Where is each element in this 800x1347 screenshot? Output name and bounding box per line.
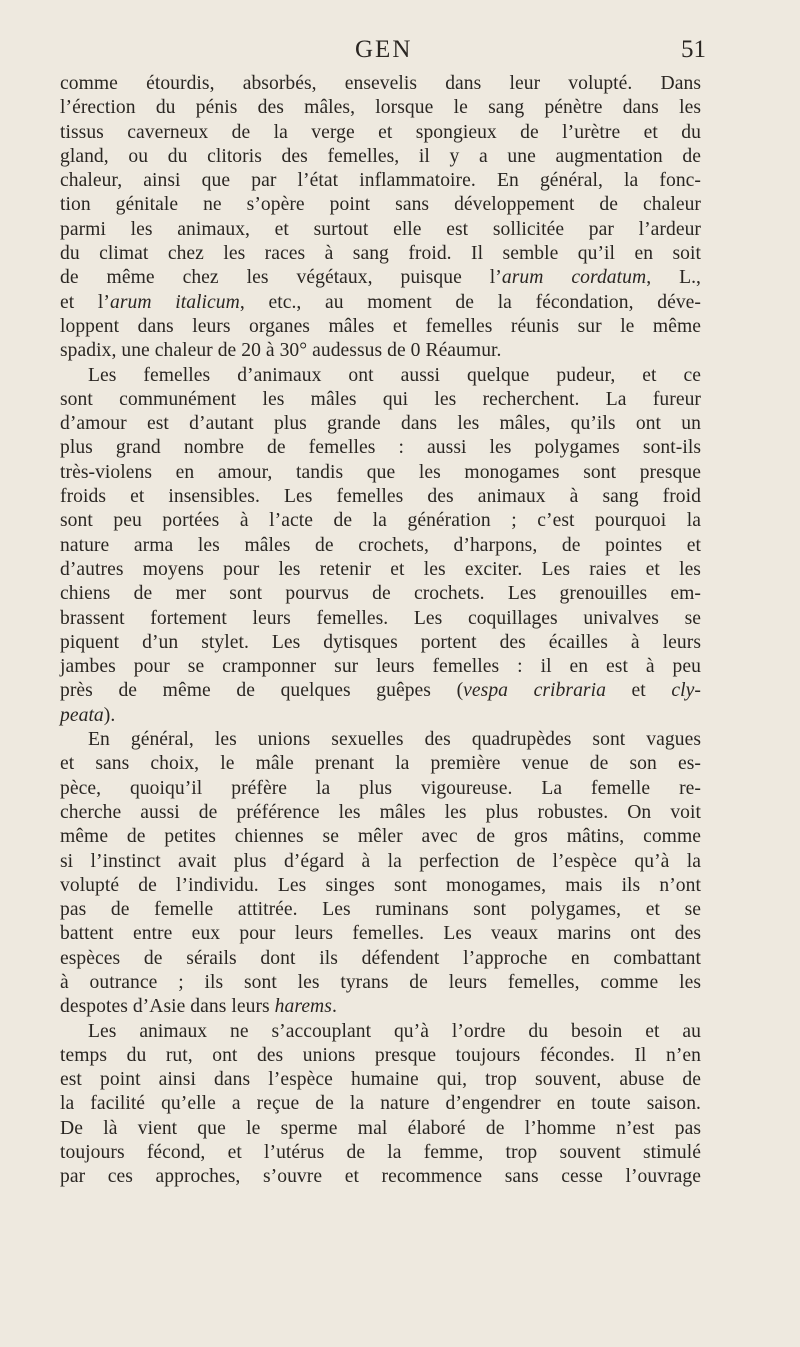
- text-line: [60, 388, 701, 412]
- text-segment: parmi les animaux, et surtout elle est sollicitée par l’ardeur: [60, 218, 701, 240]
- italic-text: arum italicum: [109, 291, 240, 313]
- text-line: [60, 752, 701, 776]
- text-line: [60, 1044, 701, 1068]
- text-segment: brassent fortement leurs femelles. Les coquillages univalves se: [60, 607, 701, 629]
- text-line: [60, 558, 701, 582]
- text-segment: d’autres moyens pour les retenir et les exciter. Les raies et les: [60, 558, 701, 580]
- text-line: [60, 582, 701, 606]
- text-line: [60, 898, 701, 922]
- text-segment: .: [331, 996, 337, 1018]
- text-line: [60, 145, 701, 169]
- paragraph: [60, 364, 701, 728]
- text-line: [60, 1117, 701, 1141]
- text-segment: Les femelles d’animaux ont aussi quelque pudeur, et ce: [88, 364, 701, 386]
- text-line: [60, 315, 701, 339]
- text-line: [60, 874, 701, 898]
- text-segment: spadix, une chaleur de 20 à 30° audessus de 0 Réaumur.: [60, 340, 502, 362]
- paragraph: [60, 728, 701, 1020]
- text-line: [60, 461, 701, 485]
- paragraph: [60, 72, 701, 364]
- paragraph: [60, 1020, 701, 1190]
- text-line: [60, 850, 701, 874]
- text-line: [60, 1092, 701, 1116]
- text-segment: , L.,: [646, 267, 702, 289]
- running-header: [60, 36, 710, 68]
- text-segment: volupté de l’individu. Les singes sont monogames, mais ils n’ont: [60, 874, 701, 896]
- text-segment: despotes d’Asie dans leurs: [60, 996, 275, 1018]
- page-number: 51: [681, 36, 706, 63]
- text-segment: sont peu portées à l’acte de la génération ; c’est pourquoi la: [60, 510, 701, 532]
- text-line: [60, 218, 701, 242]
- text-line: [60, 607, 701, 631]
- text-segment: l’érection du pénis des mâles, lorsque le sang pénètre dans les: [60, 97, 701, 119]
- text-line: [60, 631, 701, 655]
- text-segment: Les animaux ne s’accouplant qu’à l’ordre du besoin et au: [88, 1020, 701, 1042]
- text-line: [60, 534, 701, 558]
- text-segment: et sans choix, le mâle prenant la première venue de son es-: [60, 753, 701, 775]
- text-line: [60, 995, 701, 1019]
- text-line: [60, 364, 701, 388]
- text-line: [60, 242, 701, 266]
- text-line: [60, 1020, 701, 1044]
- text-line: [60, 509, 701, 533]
- text-segment: De là vient que le sperme mal élaboré de l’homme n’est pas: [60, 1117, 701, 1139]
- text-segment: froids et insensibles. Les femelles des animaux à sang froid: [60, 486, 701, 508]
- text-segment: ).: [103, 704, 116, 726]
- text-line: [60, 121, 701, 145]
- text-segment: loppent dans leurs organes mâles et femelles réunis sur le même: [60, 315, 701, 337]
- italic-text: vespa cribraria: [463, 680, 606, 702]
- text-segment: tion génitale ne s’opère point sans développement de chaleur: [60, 194, 701, 216]
- text-segment: comme étourdis, absorbés, ensevelis dans leur volupté. Dans: [60, 73, 701, 94]
- text-segment: espèces de sérails dont ils défendent l’approche en combattant: [60, 947, 701, 969]
- text-line: [60, 728, 701, 752]
- text-line: [60, 947, 701, 971]
- text-line: [60, 1141, 701, 1165]
- running-title: GEN: [355, 36, 413, 63]
- text-line: [60, 655, 701, 679]
- text-segment: jambes pour se cramponner sur leurs femelles : il en est à peu: [60, 656, 701, 678]
- body-text: [60, 72, 701, 1190]
- text-line: [60, 96, 701, 120]
- text-line: [60, 777, 701, 801]
- text-segment: la facilité qu’elle a reçue de la nature d’engendrer en toute saison.: [60, 1093, 701, 1115]
- text-line: [60, 1068, 701, 1092]
- text-line: [60, 825, 701, 849]
- text-line: [60, 679, 701, 703]
- italic-text: peata: [60, 704, 104, 726]
- text-segment: près de même de quelques guêpes (: [60, 680, 464, 702]
- text-segment: à outrance ; ils sont les tyrans de leurs femelles, comme les: [60, 971, 701, 993]
- text-line: [60, 971, 701, 995]
- text-segment: battent entre eux pour leurs femelles. Les veaux marins ont des: [60, 923, 701, 945]
- text-line: [60, 193, 701, 217]
- text-segment: , etc., au moment de la fécondation, déve-: [239, 291, 701, 313]
- text-segment: tissus caverneux de la verge et spongieux de l’urètre et du: [60, 121, 701, 143]
- text-line: [60, 485, 701, 509]
- text-segment: si l’instinct avait plus d’égard à la perfection de l’espèce qu’à la: [60, 850, 701, 872]
- text-segment: pas de femelle attitrée. Les ruminans sont polygames, et se: [60, 899, 701, 921]
- text-segment: cherche aussi de préférence les mâles les plus robustes. On voit: [60, 801, 701, 823]
- text-segment: chaleur, ainsi que par l’état inflammatoire. En général, la fonc-: [60, 170, 701, 192]
- text-segment: et: [605, 680, 672, 702]
- text-segment: pèce, quoiqu’il préfère la plus vigoureuse. La femelle re-: [60, 777, 701, 799]
- text-line: [60, 291, 701, 315]
- text-segment: du climat chez les races à sang froid. Il semble qu’il en soit: [60, 243, 701, 265]
- text-segment: sont communément les mâles qui les recherchent. La fureur: [60, 388, 701, 410]
- text-line: [60, 1165, 701, 1189]
- italic-text: cly-: [671, 680, 701, 702]
- text-segment: est point ainsi dans l’espèce humaine qui, trop souvent, abuse de: [60, 1069, 701, 1091]
- text-segment: même de petites chiennes se mêler avec de gros mâtins, comme: [60, 826, 701, 848]
- text-segment: d’amour est d’autant plus grande dans les mâles, qu’ils ont un: [60, 413, 701, 435]
- text-line: [60, 412, 701, 436]
- text-segment: En général, les unions sexuelles des quadrupèdes sont vagues: [88, 729, 701, 751]
- italic-text: harems: [274, 996, 332, 1018]
- text-segment: temps du rut, ont des unions presque toujours fécondes. Il n’en: [60, 1044, 701, 1066]
- text-line: [60, 922, 701, 946]
- text-line: [60, 704, 701, 728]
- text-line: [60, 339, 701, 363]
- text-segment: nature arma les mâles de crochets, d’harpons, de pointes et: [60, 534, 701, 556]
- text-segment: gland, ou du clitoris des femelles, il y a une augmentation de: [60, 145, 701, 167]
- text-segment: de même chez les végétaux, puisque l’: [60, 267, 502, 289]
- text-line: [60, 266, 701, 290]
- text-segment: et l’: [60, 291, 110, 313]
- text-segment: plus grand nombre de femelles : aussi les polygames sont-ils: [60, 437, 701, 459]
- text-segment: très-violens en amour, tandis que les monogames sont presque: [60, 461, 701, 483]
- text-segment: par ces approches, s’ouvre et recommence sans cesse l’ouvrage: [60, 1166, 701, 1188]
- text-line: [60, 72, 701, 96]
- italic-text: arum cordatum: [501, 267, 647, 289]
- text-segment: piquent d’un stylet. Les dytisques portent des écailles à leurs: [60, 631, 701, 653]
- text-line: [60, 801, 701, 825]
- text-segment: chiens de mer sont pourvus de crochets. Les grenouilles em-: [60, 583, 701, 605]
- text-line: [60, 436, 701, 460]
- text-line: [60, 169, 701, 193]
- text-segment: toujours fécond, et l’utérus de la femme, trop souvent stimulé: [60, 1142, 701, 1164]
